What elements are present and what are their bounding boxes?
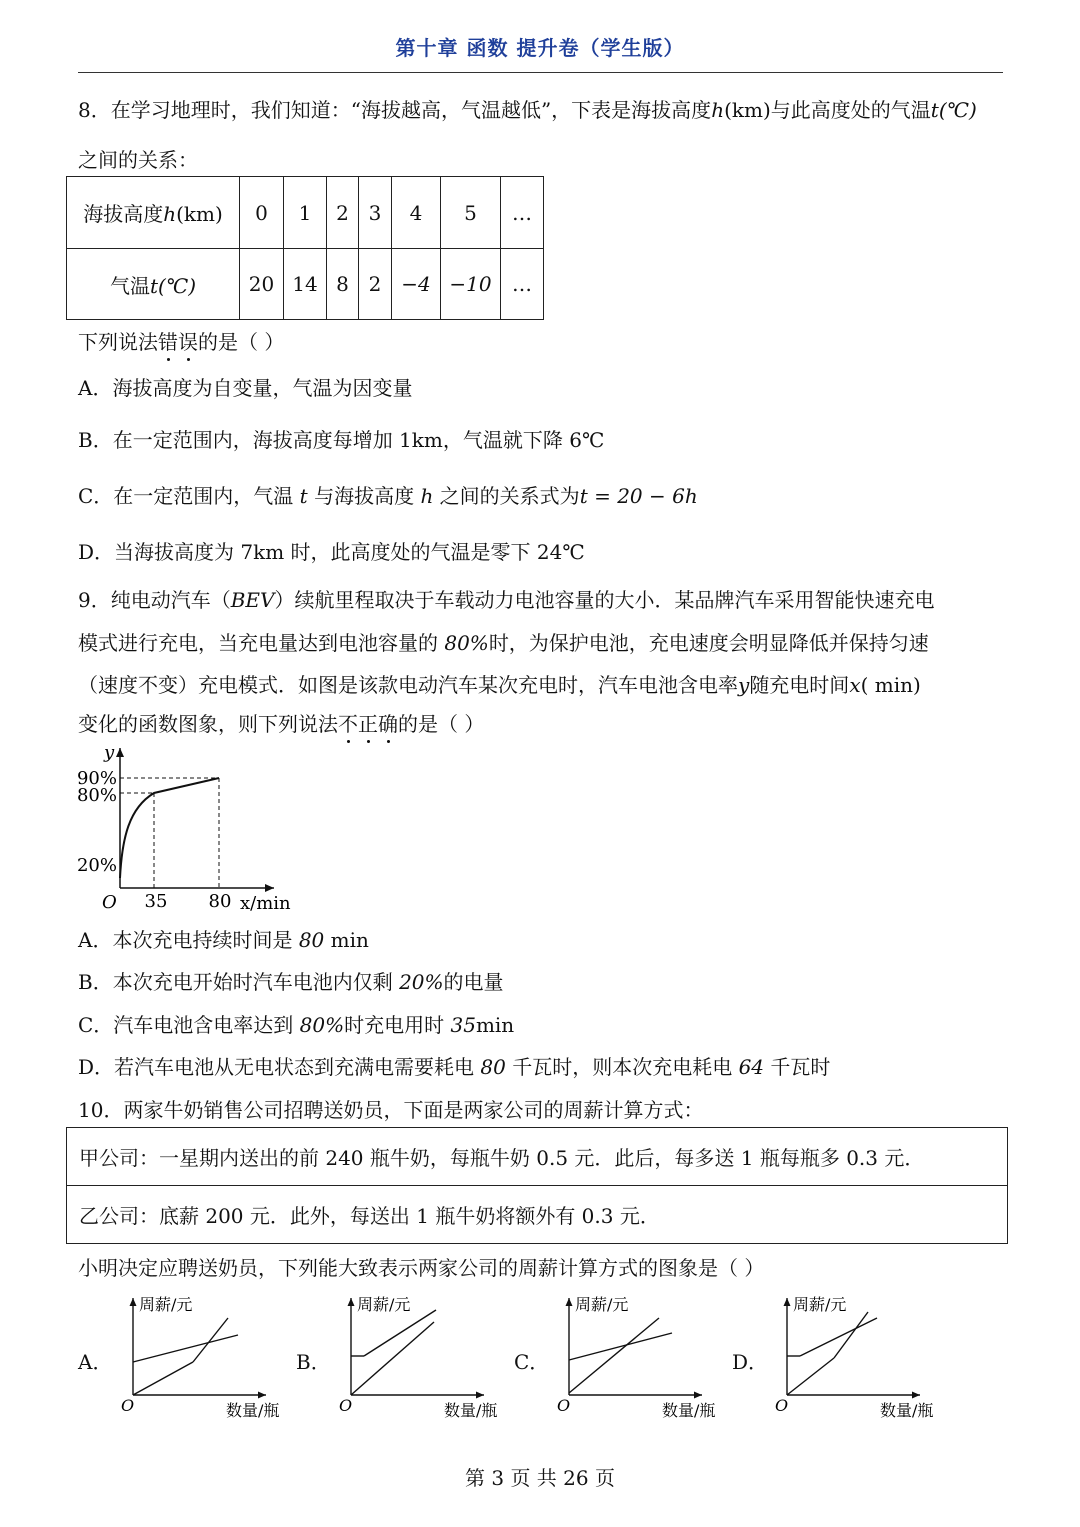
q8-option-a: A．海拔高度为自变量，气温为因变量 <box>78 376 413 400</box>
q8-table-cell: 4 <box>392 177 441 249</box>
q10-graph-a-origin: O <box>121 1396 135 1415</box>
page-footer: 第 3 页 共 26 页 <box>465 1466 615 1490</box>
q9-tick-20: 20% <box>76 855 117 876</box>
q8-option-b: B．在一定范围内，海拔高度每增加 1km，气温就下降 6℃ <box>78 428 605 452</box>
q8-table-cell: 2 <box>359 249 392 320</box>
q9-origin: O <box>102 892 117 913</box>
q10-company-a: 甲公司：一星期内送出的前 240 瓶牛奶，每瓶牛奶 0.5 元．此后，每多送 1 瓶每瓶多 0.3 元． <box>67 1128 1008 1186</box>
q10-graph-c-ylabel: 周薪/元 <box>575 1295 629 1314</box>
q9-option-c: C．汽车电池含电率达到 80%时充电用时 35min <box>78 1013 515 1037</box>
q9-option-a: A．本次充电持续时间是 80 min <box>78 928 369 952</box>
q10-graph-b-xlabel: 数量/瓶 <box>444 1401 498 1420</box>
q10-graph-a <box>118 1290 293 1420</box>
q10-table <box>66 1127 1008 1244</box>
q8-option-c: C．在一定范围内，气温 t 与海拔高度 h 之间的关系式为t = 20 − 6h <box>78 484 698 508</box>
page-header: 第十章 函数 提升卷（学生版） <box>395 36 685 60</box>
q9-stem-line3: （速度不变）充电模式．如图是该款电动汽车某次充电时，汽车电池含电率y随充电时间x( min) <box>78 673 921 697</box>
q10-graph-b-ylabel: 周薪/元 <box>357 1295 411 1314</box>
q10-graph-a-xlabel: 数量/瓶 <box>226 1401 280 1420</box>
q10-graph-c-xlabel: 数量/瓶 <box>662 1401 716 1420</box>
header-divider <box>78 72 1003 73</box>
q10-option-c-label: C． <box>514 1350 550 1374</box>
q10-graph-c-origin: O <box>557 1396 571 1415</box>
q8-table-cell: 1 <box>284 177 327 249</box>
q8-table-cell: 0 <box>240 177 284 249</box>
q9-stem-line4: 变化的函数图象，则下列说法不正确的是（ ） <box>78 712 485 736</box>
q10-graph-b <box>336 1290 511 1420</box>
q9-tick-35: 35 <box>144 891 168 912</box>
q9-x-label: x/min <box>240 893 291 914</box>
q10-option-b[interactable] <box>296 1290 511 1420</box>
q10-graph-d-ylabel: 周薪/元 <box>793 1295 847 1314</box>
q8-option-d: D．当海拔高度为 7km 时，此高度处的气温是零下 24℃ <box>78 540 585 564</box>
q8-table-cell: 2 <box>327 177 359 249</box>
q10-graph-d <box>772 1290 947 1420</box>
q9-stem-line1: 9．纯电动汽车（BEV）续航里程取决于车载动力电池容量的大小．某品牌汽车采用智能快速充电 <box>78 588 935 612</box>
q8-table-cell: … <box>501 249 544 320</box>
q10-option-a-label: A． <box>78 1350 113 1374</box>
q10-graph-c <box>554 1290 729 1420</box>
q10-option-b-label: B． <box>296 1350 331 1374</box>
q10-option-c[interactable] <box>514 1290 729 1420</box>
q9-tick-x80: 80 <box>208 891 232 912</box>
q10-graph-a-ylabel: 周薪/元 <box>139 1295 193 1314</box>
q8-table-cell: −4 <box>392 249 441 320</box>
q10-company-b: 乙公司：底薪 200 元．此外，每送出 1 瓶牛奶将额外有 0.3 元． <box>67 1186 1008 1244</box>
q8-table <box>66 176 544 320</box>
q8-table-row2-label: 气温t(℃) <box>67 249 240 320</box>
q10-prompt: 小明决定应聘送奶员，下列能大致表示两家公司的周薪计算方式的图象是（ ） <box>78 1256 765 1280</box>
q10-option-d[interactable] <box>732 1290 947 1420</box>
q9-stem-line2: 模式进行充电，当充电量达到电池容量的 80%时，为保护电池，充电速度会明显降低并保持匀速 <box>78 631 929 655</box>
q9-option-d: D．若汽车电池从无电状态到充满电需要耗电 80 千瓦时，则本次充电耗电 64 千瓦时 <box>78 1055 831 1079</box>
q8-table-cell: 20 <box>240 249 284 320</box>
q8-prompt: 下列说法错误的是（ ） <box>78 330 285 354</box>
q8-table-cell: −10 <box>441 249 501 320</box>
q8-table-cell: 8 <box>327 249 359 320</box>
q8-table-cell: 14 <box>284 249 327 320</box>
q8-stem-line1: 8．在学习地理时，我们知道：“海拔越高，气温越低”，下表是海拔高度h(km)与此高度处的气温t(℃) <box>78 98 977 122</box>
q9-graph <box>74 738 296 916</box>
q10-graph-b-origin: O <box>339 1396 353 1415</box>
q9-option-b: B．本次充电开始时汽车电池内仅剩 20%的电量 <box>78 970 504 994</box>
q8-table-row1-label: 海拔高度h(km) <box>67 177 240 249</box>
q8-stem-line2: 之间的关系： <box>78 148 198 172</box>
q10-graph-d-origin: O <box>775 1396 789 1415</box>
q9-tick-80: 80% <box>76 785 117 806</box>
q9-tick-90: 90% <box>76 768 117 789</box>
q8-table-cell: … <box>501 177 544 249</box>
q8-table-cell: 5 <box>441 177 501 249</box>
q8-table-cell: 3 <box>359 177 392 249</box>
q10-graph-d-xlabel: 数量/瓶 <box>880 1401 934 1420</box>
q10-option-a[interactable] <box>78 1290 293 1420</box>
q10-option-d-label: D． <box>732 1350 769 1374</box>
q10-stem: 10．两家牛奶销售公司招聘送奶员，下面是两家公司的周薪计算方式： <box>78 1098 704 1122</box>
q9-y-label: y <box>104 742 115 763</box>
